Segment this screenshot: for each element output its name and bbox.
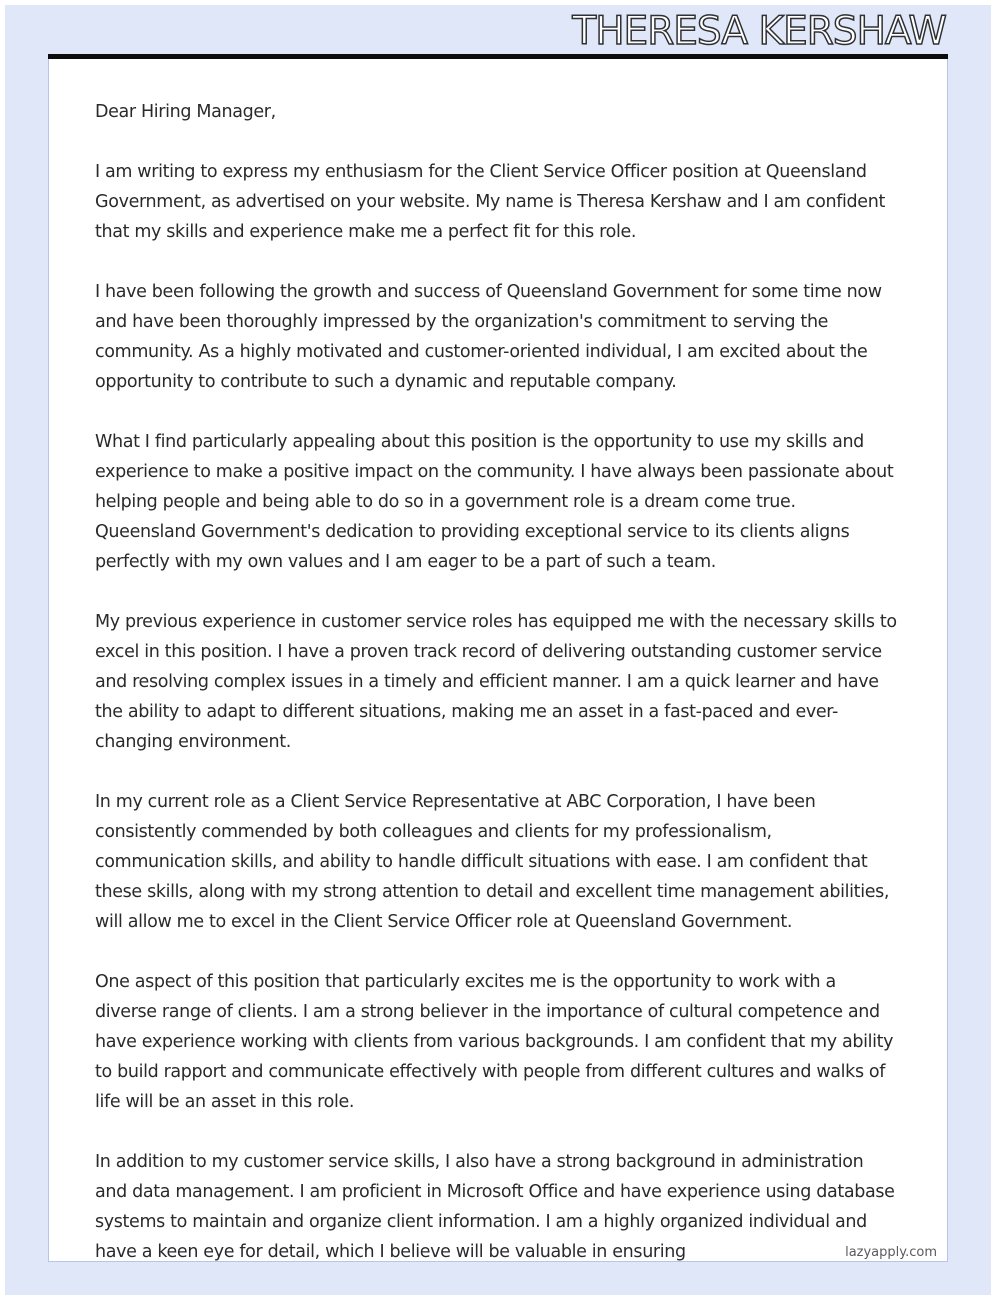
paragraph-6: One aspect of this position that particularly excites me is the opportunity to work with a diverse range of clients. I am a strong believer in the importance of cultural competence and have experience working with clients from various backgrounds. I am confident that my ability to build rapport and communicate effectively with people from different cultures and walks of life will be an asset in this role. [95,972,894,1112]
salutation: Dear Hiring Manager, [95,102,276,122]
letter-body [95,97,900,1297]
paragraph-2: I have been following the growth and success of Queensland Government for some time now and have been thoroughly impressed by the organization's commitment to serving the community. As a highly motivated and customer-oriented individual, I am excited about the opportunity to contribute to such a dynamic and reputable company. [95,282,882,392]
paragraph-7: In addition to my customer service skills, I also have a strong background in administration and data management. I am proficient in Microsoft Office and have experience using database systems to maintain and organize client information. I am a highly organized individual and have a keen eye for detail, which I believe will be valuable in ensuring [95,1152,895,1262]
paragraph-3: What I find particularly appealing about this position is the opportunity to use my skills and experience to make a positive impact on the community. I have always been passionate about helping people and being able to do so in a government role is a dream come true. Queensland Government's dedication to providing exceptional service to its clients aligns perfectly with my own values and I am eager to be a part of such a team. [95,432,894,572]
paragraph-5: In my current role as a Client Service Representative at ABC Corporation, I have been consistently commended by both colleagues and clients for my professionalism, communication skills, and ability to handle difficult situations with ease. I am confident that these skills, along with my strong attention to detail and excellent time management abilities, will allow me to excel in the Client Service Officer role at Queensland Government. [95,792,890,932]
paragraph-1: I am writing to express my enthusiasm for the Client Service Officer position at Queensland Government, as advertised on your website. My name is Theresa Kershaw and I am confident that my skills and experience make me a perfect fit for this role. [95,162,885,242]
watermark-link[interactable]: lazyapply.com [845,1245,937,1260]
applicant-name: THERESA KERSHAW [572,9,946,54]
paragraph-4: My previous experience in customer service roles has equipped me with the necessary skills to excel in this position. I have a proven track record of delivering outstanding customer service and resolving complex issues in a timely and efficient manner. I am a quick learner and have the ability to adapt to different situations, making me an asset in a fast-paced and ever-changing environment. [95,612,897,752]
